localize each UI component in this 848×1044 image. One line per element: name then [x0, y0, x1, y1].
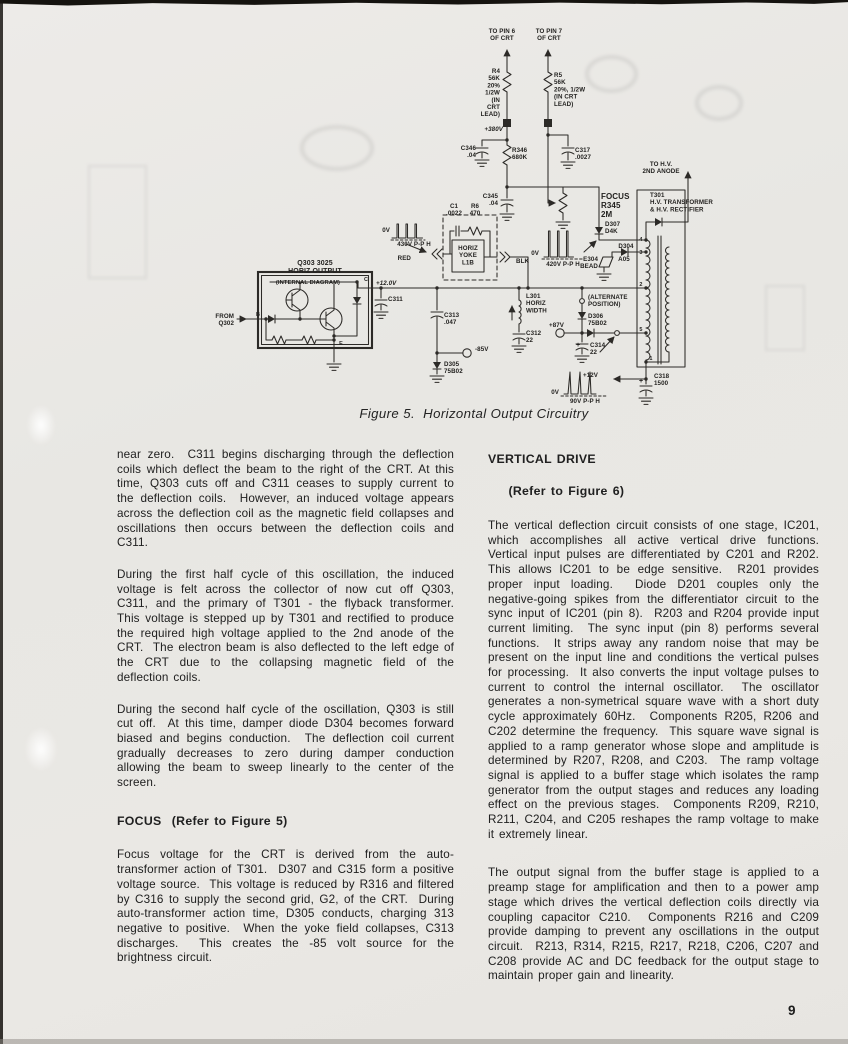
schematic-label: 430V P-P H	[397, 241, 431, 248]
schematic-label: +12V	[583, 372, 599, 379]
schematic-label: T301 H.V. TRANSFORMER & H.V. RECTIFIER	[650, 192, 713, 214]
schematic-label: C318 1500	[654, 373, 670, 388]
paragraph: During the second half cycle of the oscillation, Q303 is still cut off. At this time, damper diode D304 becomes forward biased and begins conduction. The deflection coil current gradually decreases to zero during damper conduction allowing the beam to sweep linearly to the center of the screen.	[117, 702, 459, 790]
schematic-label: HORIZ OUTPUT	[288, 268, 342, 275]
schematic-label: +	[576, 342, 581, 349]
schematic-label: TO PIN 7 OF CRT	[535, 28, 563, 43]
schematic-label: C314 22	[590, 342, 606, 357]
heading-line-1: VERTICAL DRIVE	[488, 452, 596, 466]
focus-section-heading: FOCUS (Refer to Figure 5)	[117, 813, 288, 828]
schematic-label: C317 .0027	[575, 147, 591, 162]
schematic-label: B	[255, 312, 261, 318]
schematic-label: TO H.V. 2ND ANODE	[642, 161, 680, 176]
schematic-label: 0V	[551, 389, 559, 396]
schematic-drawing	[0, 0, 848, 430]
schematic-label: -85V	[475, 346, 489, 353]
paragraph: Focus voltage for the CRT is derived from the auto-transformer action of T301. D307 and C315 form a positive voltage source. This voltage is reduced by R316 and filtered by C316 to supply the second grid, G2, of the CRT. During auto-transformer action time, D305 conducts, charging 313 negative to positive. When the yoke field collapses, C313 discharges. This creates the -85 volt source for the brightness circuit.	[117, 848, 459, 965]
page-number: 9	[788, 1003, 796, 1018]
vertical-drive-section-heading	[488, 451, 819, 499]
schematic-label: HORIZ YOKE L1B	[458, 245, 478, 267]
left-column	[117, 448, 459, 983]
schematic-label: E	[339, 341, 343, 347]
schematic-label: D306 75B02	[588, 313, 607, 328]
schematic-label: 1	[649, 356, 653, 362]
schematic-label: 90V P-P H	[569, 398, 601, 405]
schematic-label: FOCUS R345 2M	[601, 192, 630, 219]
schematic-label: D304	[618, 243, 634, 250]
schematic-label: 3	[639, 250, 643, 256]
schematic-label: +12.0V	[376, 280, 397, 287]
schematic-label: 5	[639, 327, 643, 333]
schematic-label: Q303 3025	[297, 260, 333, 267]
schematic-label: (INTERNAL DIAGRAM)	[275, 280, 341, 286]
schematic-label: 2	[639, 282, 643, 288]
schematic-label: +380V	[484, 126, 503, 133]
schematic-label: 4	[639, 237, 643, 243]
schematic-label: 0V	[531, 250, 539, 257]
schematic-label: C345 .04	[482, 193, 498, 208]
schematic-label: R346 680K	[512, 147, 528, 162]
schematic-label: +	[639, 378, 644, 385]
schematic-label: D307 D4K	[605, 221, 621, 236]
schematic-label: C	[363, 277, 369, 283]
schematic-label: FROM Q302	[215, 313, 234, 328]
paper-artifact	[24, 726, 58, 772]
schematic-label: 0V	[382, 227, 390, 234]
schematic-label: RED	[397, 255, 411, 262]
schematic-label: C346 .04	[460, 145, 476, 160]
heading-line-2: (Refer to Figure 6)	[508, 484, 625, 498]
schematic-label: C313 .047	[444, 312, 460, 327]
schematic-label: TO PIN 6 OF CRT	[488, 28, 516, 43]
paragraph: During the first half cycle of this oscillation, the induced voltage is felt across the collector of now cut off Q303, C311, and the primary of T301 - the flyback transformer. This voltage is stepped up by T301 and rectified to produce the required high voltage applied to the 2nd anode of the CRT. The electron beam is also deflected to the left edge of the CRT due to the collapsing magnetic field of the deflection coils.	[117, 567, 459, 684]
schematic-label: C1 .0022	[446, 203, 462, 218]
paragraph: The output signal from the buffer stage is applied to a preamp stage for amplification and then to a power amp stage which drives the vertical deflection coils directly via coupling capacitor C210. Components R216 and C209 provide damping to prevent any oscillations in the output circuit. R213, R314, R215, R217, R218, C206, C207 and C208 provide AC and DC feedback for the output stage to maintain proper gain and linearity.	[488, 866, 824, 983]
figure-caption: Figure 5. Horizontal Output Circuitry	[359, 406, 589, 421]
schematic-figure-5	[0, 0, 848, 430]
schematic-label: C311	[388, 296, 403, 303]
schematic-label: C312 22	[526, 330, 542, 345]
paragraph: The vertical deflection circuit consists of one stage, IC201, which accomplishes all active vertical drive functions. Vertical input pulses are differentiated by C201 and R202. This allows IC201 to be edge sensitive. R201 provides proper input loading. Diode D201 couples only the negative-going spikes from the differentiator circuit to the sync input of IC201 (pin 8). R203 and R204 provide input current limiting. The sync input (pin 8) performs several functions. It strips away any random noise that may be present on the input line and conditions the vertical pulses for processing. It also converts the input voltage pulses to current to control the internal oscillator. The oscillator generates a non-symetrical square wave with a short duty cycle approximately 60Hz. Components R205, R206 and C202 determine the frequency. This square wave signal is applied to a ramp generator whose slope and amplitude is determined by R207, R208, and C203. The ramp voltage signal is applied to a buffer stage which isolates the ramp generator from the output stages and reduces any loading effect on the previous stages. Components R209, R210, R211, C204, and C205 reshapes the ramp voltage to make it extremely linear.	[488, 519, 824, 841]
schematic-label: +87V	[549, 322, 565, 329]
schematic-label: R5 56K 20%, 1/2W (IN CRT LEAD)	[554, 72, 586, 108]
paragraph: near zero. C311 begins discharging through the deflection coils which deflect the beam to the right of the CRT. At this time, Q303 cuts off and C311 ceases to supply current to the deflection coils. However, an induced voltage appears across the deflection coil as the magnetic field collapses and oscillations then occurs between the deflection coils and C311.	[117, 448, 459, 550]
scan-edge-bottom	[0, 1039, 848, 1044]
schematic-label: R6 470	[469, 203, 481, 218]
schematic-label: A05	[618, 256, 630, 263]
schematic-label: E304 BEAD	[580, 256, 598, 271]
schematic-label: R4 56K 20% 1/2W (IN CRT LEAD)	[480, 68, 500, 119]
schematic-label: 420V P-P H	[546, 261, 580, 268]
right-column	[488, 448, 824, 1001]
schematic-label: D305 75B02	[444, 361, 463, 376]
schematic-label: BLK	[516, 258, 530, 265]
schematic-label: L301 HORIZ WIDTH	[526, 293, 547, 315]
schematic-label: (ALTERNATE POSITION)	[588, 294, 628, 309]
